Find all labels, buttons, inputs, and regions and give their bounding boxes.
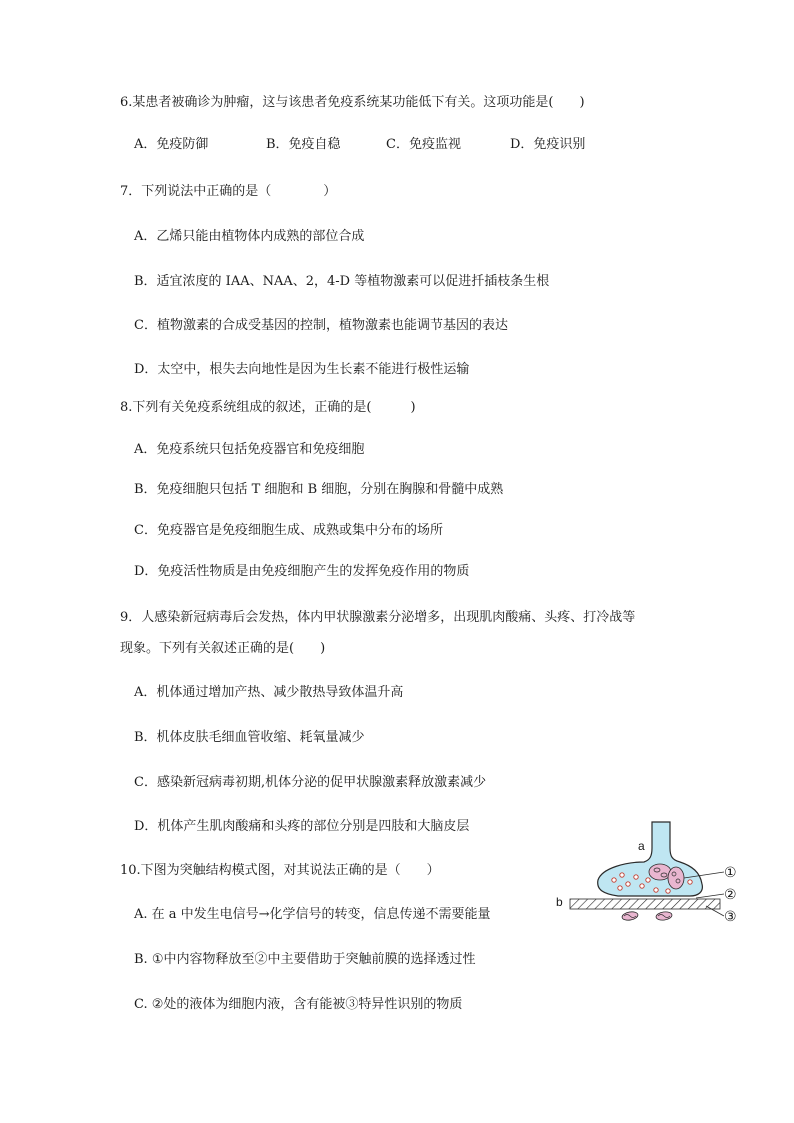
synaptic-knob <box>598 822 703 896</box>
label-1: ① <box>724 864 737 880</box>
q10-stem: 10.下图为突触结构模式图，对其说法正确的是（ ） <box>120 863 440 878</box>
q10-option-c: C. ②处的液体为细胞内液，含有能被③特异性识别的物质 <box>134 997 463 1012</box>
q7-stem: 7．下列说法中正确的是（ ） <box>120 184 337 199</box>
q6-option-b: B．免疫自稳 <box>266 137 341 152</box>
q7-option-d: D．太空中，根失去向地性是因为生长素不能进行极性运输 <box>134 362 470 377</box>
q6-option-c: C．免疫监视 <box>386 137 461 152</box>
postsynaptic-membrane <box>570 899 720 909</box>
q9-option-c: C．感染新冠病毒初期,机体分泌的促甲状腺激素释放激素减少 <box>134 775 487 790</box>
q7-option-b: B．适宜浓度的 IAA、NAA、2，4-D 等植物激素可以促进扦插枝条生根 <box>134 274 550 289</box>
q10-option-b: B. ①中内容物释放至②中主要借助于突触前膜的选择透过性 <box>134 952 476 967</box>
q8-option-c: C．免疫器官是免疫细胞生成、成熟或集中分布的场所 <box>134 523 443 538</box>
q7-option-a: A．乙烯只能由植物体内成熟的部位合成 <box>134 229 365 244</box>
q8-option-b: B．免疫细胞只包括 T 细胞和 B 细胞，分别在胸腺和骨髓中成熟 <box>134 482 504 497</box>
synapse-figure <box>556 820 746 930</box>
q9-stem-line2: 现象。下列有关叙述正确的是( ) <box>120 641 326 656</box>
label-b: b <box>556 895 563 909</box>
q10-option-a: A. 在 a 中发生电信号→化学信号的转变，信息传递不需要能量 <box>134 907 491 922</box>
q9-option-a: A．机体通过增加产热、减少散热导致体温升高 <box>134 685 404 700</box>
label-a: a <box>638 839 645 853</box>
label-3: ③ <box>724 908 737 924</box>
label-2: ② <box>724 886 737 902</box>
q8-option-a: A．免疫系统只包括免疫器官和免疫细胞 <box>134 442 365 457</box>
q6-stem: 6.某患者被确诊为肿瘤，这与该患者免疫系统某功能低下有关。这项功能是( ) <box>120 95 585 110</box>
q8-stem: 8.下列有关免疫系统组成的叙述，正确的是( ) <box>120 400 416 415</box>
q9-stem-line1: 9．人感染新冠病毒后会发热，体内甲状腺激素分泌增多，出现肌肉酸痛、头疼、打冷战等 <box>120 610 636 625</box>
q6-option-d: D．免疫识别 <box>510 137 586 152</box>
q9-option-d: D．机体产生肌肉酸痛和头疼的部位分别是四肢和大脑皮层 <box>134 819 470 834</box>
q9-option-b: B．机体皮肤毛细血管收缩、耗氧量减少 <box>134 730 365 745</box>
q6-option-a: A．免疫防御 <box>134 137 209 152</box>
q8-option-d: D．免疫活性物质是由免疫细胞产生的发挥免疫作用的物质 <box>134 564 470 579</box>
q7-option-c: C．植物激素的合成受基因的控制，植物激素也能调节基因的表达 <box>134 318 508 333</box>
